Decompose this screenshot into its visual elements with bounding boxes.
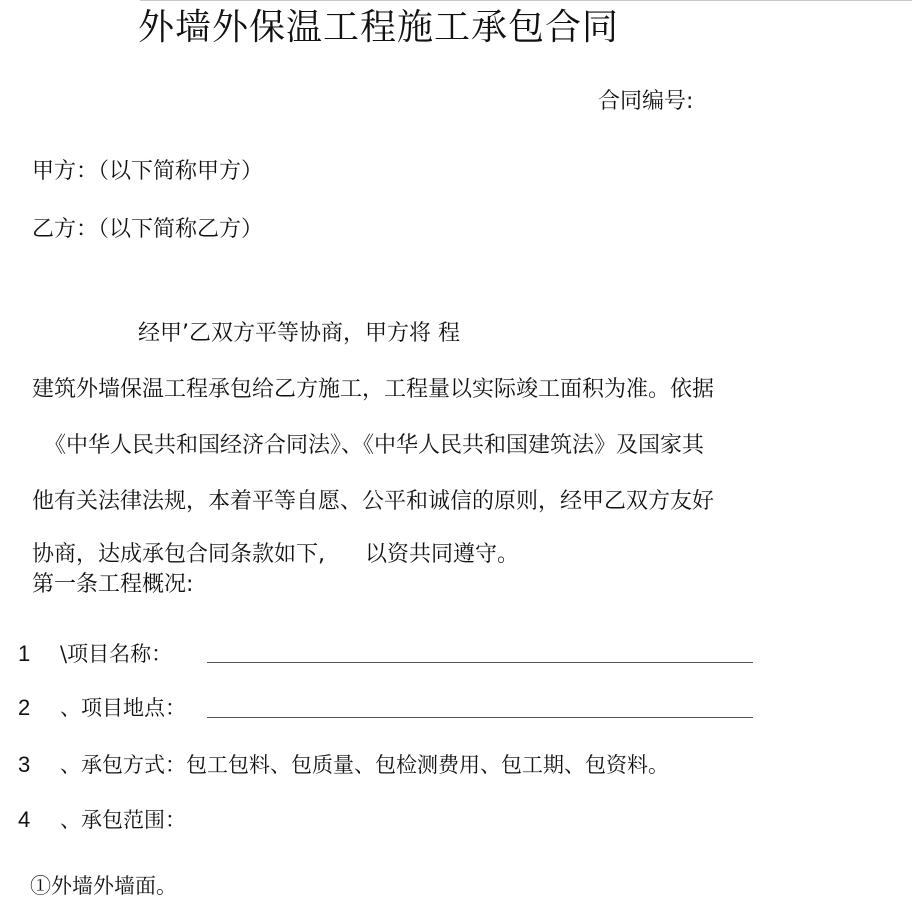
scope-item-1: ①外墙外墙面。 (30, 874, 177, 898)
item-1-project-name-label: \项目名称： (60, 642, 173, 666)
preamble-line-3: 《中华人民共和国经济合同法》、《中华人民共和国建筑法》及国家其 (44, 433, 705, 458)
item-2-project-location-label: 、项目地点： (60, 696, 186, 720)
party-a-line: 甲方：（以下简称甲方） (32, 159, 264, 184)
document-title: 外墙外保温工程施工承包合同 (138, 7, 620, 48)
project-name-blank-line (207, 662, 753, 663)
article-1-heading: 第一条工程概况: (32, 572, 194, 597)
contract-number-label: 合同编号: (598, 89, 694, 114)
preamble-line-5-part-1: 协商，达成承包合同条款如下, (32, 542, 325, 567)
party-b-line: 乙方：（以下简称乙方） (32, 217, 264, 242)
preamble-line-5-part-2: 以资共同遵守。 (365, 542, 520, 567)
item-1-number: 1 (18, 641, 31, 666)
preamble-line-1: 经甲’乙双方平等协商，甲方将 程 (138, 321, 460, 346)
item-4-number: 4 (18, 807, 31, 832)
item-2-number: 2 (18, 695, 31, 720)
top-border-line (140, 0, 912, 1)
preamble-line-4: 他有关法律法规，本着平等自愿、公平和诚信的原则，经甲乙双方友好 (32, 489, 715, 514)
item-3-number: 3 (18, 752, 31, 777)
project-location-blank-line (207, 717, 753, 718)
item-3-contract-method: 、承包方式：包工包料、包质量、包检测费用、包工期、包资料。 (60, 753, 669, 777)
preamble-line-2: 建筑外墙保温工程承包给乙方施工，工程量以实际竣工面积为准。依据 (32, 377, 715, 402)
item-4-contract-scope-label: 、承包范围： (60, 808, 186, 832)
preamble-line-5 (32, 541, 519, 569)
